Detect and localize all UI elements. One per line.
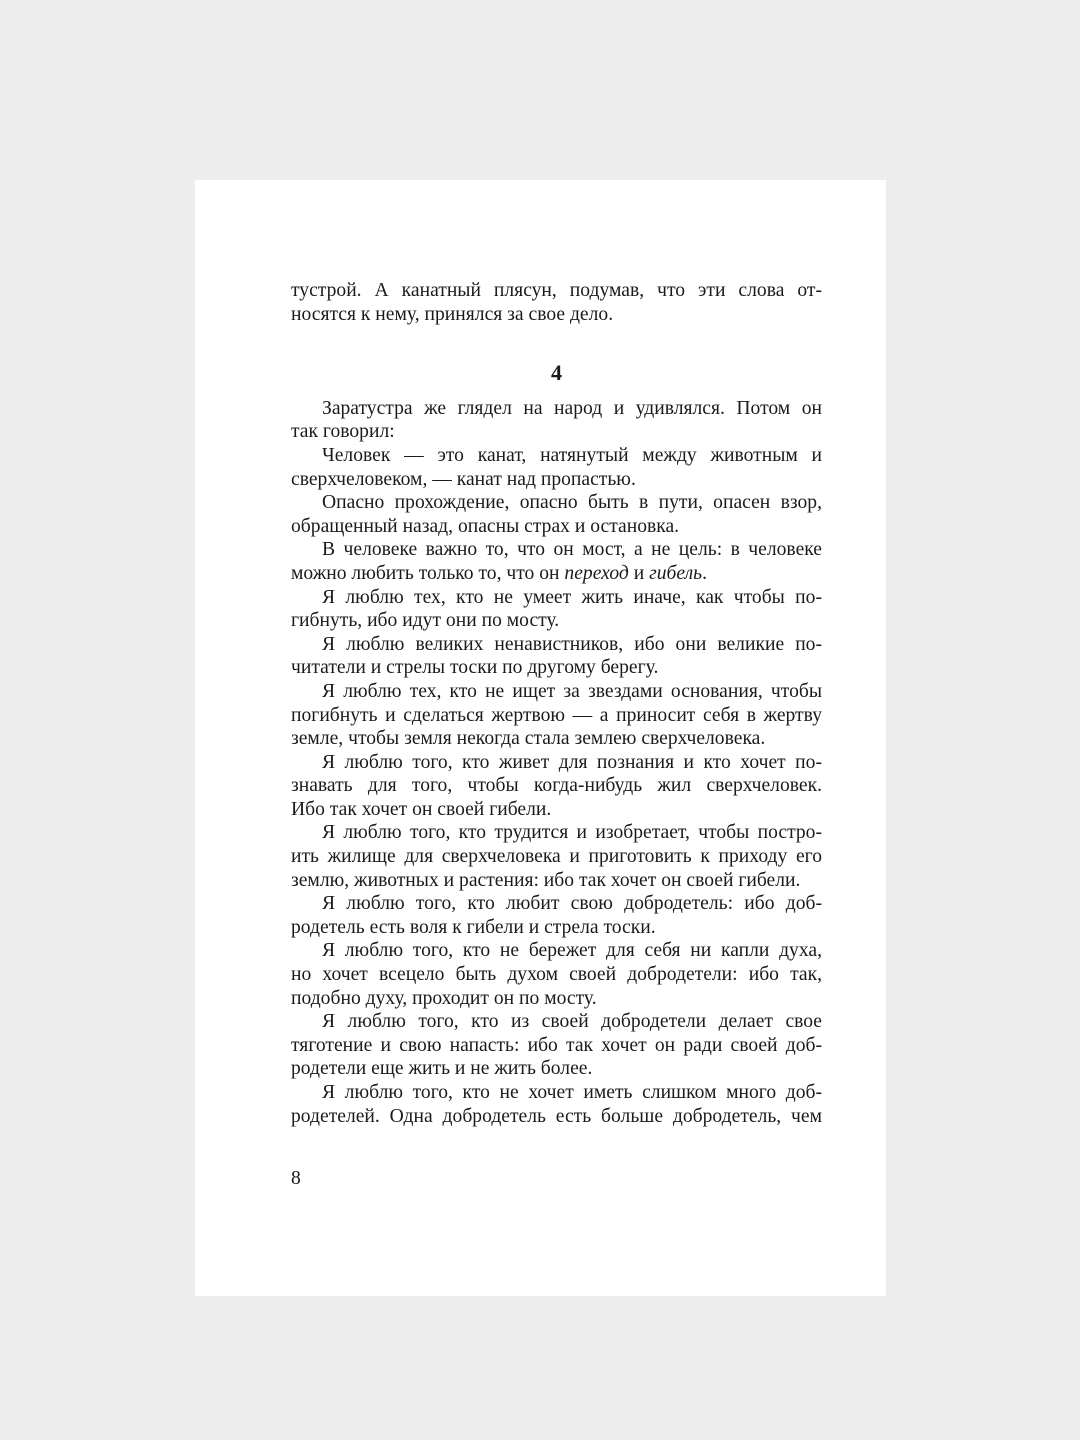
text-line: знавать для того, чтобы когда-нибудь жил сверхчеловек. — [291, 775, 822, 797]
text-line: читатели и стрелы тоски по другому берегу. — [291, 657, 659, 679]
text-line: Я люблю того, кто живет для познания и кто хочет по- — [322, 751, 822, 773]
text-line: гибнуть, ибо идут они по мосту. — [291, 610, 560, 632]
text-line: землю, животных и растения: ибо так хочет он своей гибели. — [291, 869, 801, 891]
text-line: сверхчеловеком, — канат над пропастью. — [291, 468, 636, 490]
text-line: носятся к нему, принялся за свое дело. — [291, 303, 614, 325]
text-line: земле, чтобы земля некогда стала землею сверхчеловека. — [291, 728, 766, 750]
text-line: так говорил: — [291, 421, 395, 443]
text-line: Я люблю того, кто не бережет для себя ни капли духа, — [322, 940, 822, 962]
text-line: Я люблю великих ненавистников, ибо они великие по- — [322, 633, 822, 655]
page-number: 8 — [291, 1168, 301, 1189]
italic-word: переход — [564, 562, 629, 584]
text-line: родетель есть воля к гибели и стрела тоски. — [291, 916, 656, 938]
text-line: Я люблю того, кто не хочет иметь слишком много доб- — [322, 1082, 822, 1103]
italic-word: гибель — [649, 562, 703, 584]
text-line: Заратустра же глядел на народ и удивлялся. Потом он — [322, 397, 822, 419]
text-line: обращенный назад, опасны страх и остановка. — [291, 515, 680, 537]
chapter-number: 4 — [551, 360, 562, 386]
text-line: ить жилище для сверхчеловека и приготовить к приходу его — [291, 846, 822, 868]
text-span: . — [702, 562, 707, 584]
intro-paragraph — [291, 279, 822, 326]
text-line: Я люблю тех, кто не умеет жить иначе, как чтобы по- — [322, 586, 822, 608]
text-line: погибнуть и сделаться жертвою — а приносит себя в жертву — [291, 704, 822, 726]
text-line: тустрой. А канатный плясун, подумав, что эти слова от- — [291, 280, 822, 301]
text-line: Опасно прохождение, опасно быть в пути, опасен взор, — [322, 492, 822, 514]
text-line: Я люблю тех, кто не ищет за звездами основания, чтобы — [322, 680, 822, 702]
text-line — [291, 562, 822, 586]
text-line: Я люблю того, кто любит свою добродетель: ибо доб- — [322, 893, 822, 915]
text-line: Я люблю того, кто трудится и изобретает, чтобы постро- — [322, 822, 822, 844]
text-span: и — [628, 562, 650, 584]
text-line: Человек — это канат, натянутый между животным и — [322, 444, 822, 466]
text-span: можно любить только то, что он — [291, 562, 565, 584]
text-line: В человеке важно то, что он мост, а не цель: в человеке — [322, 539, 822, 561]
text-line: родетелей. Одна добродетель есть больше добродетель, чем — [291, 1105, 822, 1127]
page-text — [291, 279, 822, 1128]
chapter-body — [291, 397, 822, 1128]
text-line: но хочет всецело быть духом своей добродетели: ибо так, — [291, 964, 822, 986]
text-line: Ибо так хочет он своей гибели. — [291, 798, 552, 820]
text-line: родетели еще жить и не жить более. — [291, 1058, 593, 1080]
book-page — [195, 180, 886, 1296]
text-line: тяготение и свою напасть: ибо так хочет он ради своей доб- — [291, 1034, 822, 1056]
text-line: Я люблю того, кто из своей добродетели делает свое — [322, 1011, 822, 1033]
text-line: подобно духу, проходит он по мосту. — [291, 987, 597, 1009]
